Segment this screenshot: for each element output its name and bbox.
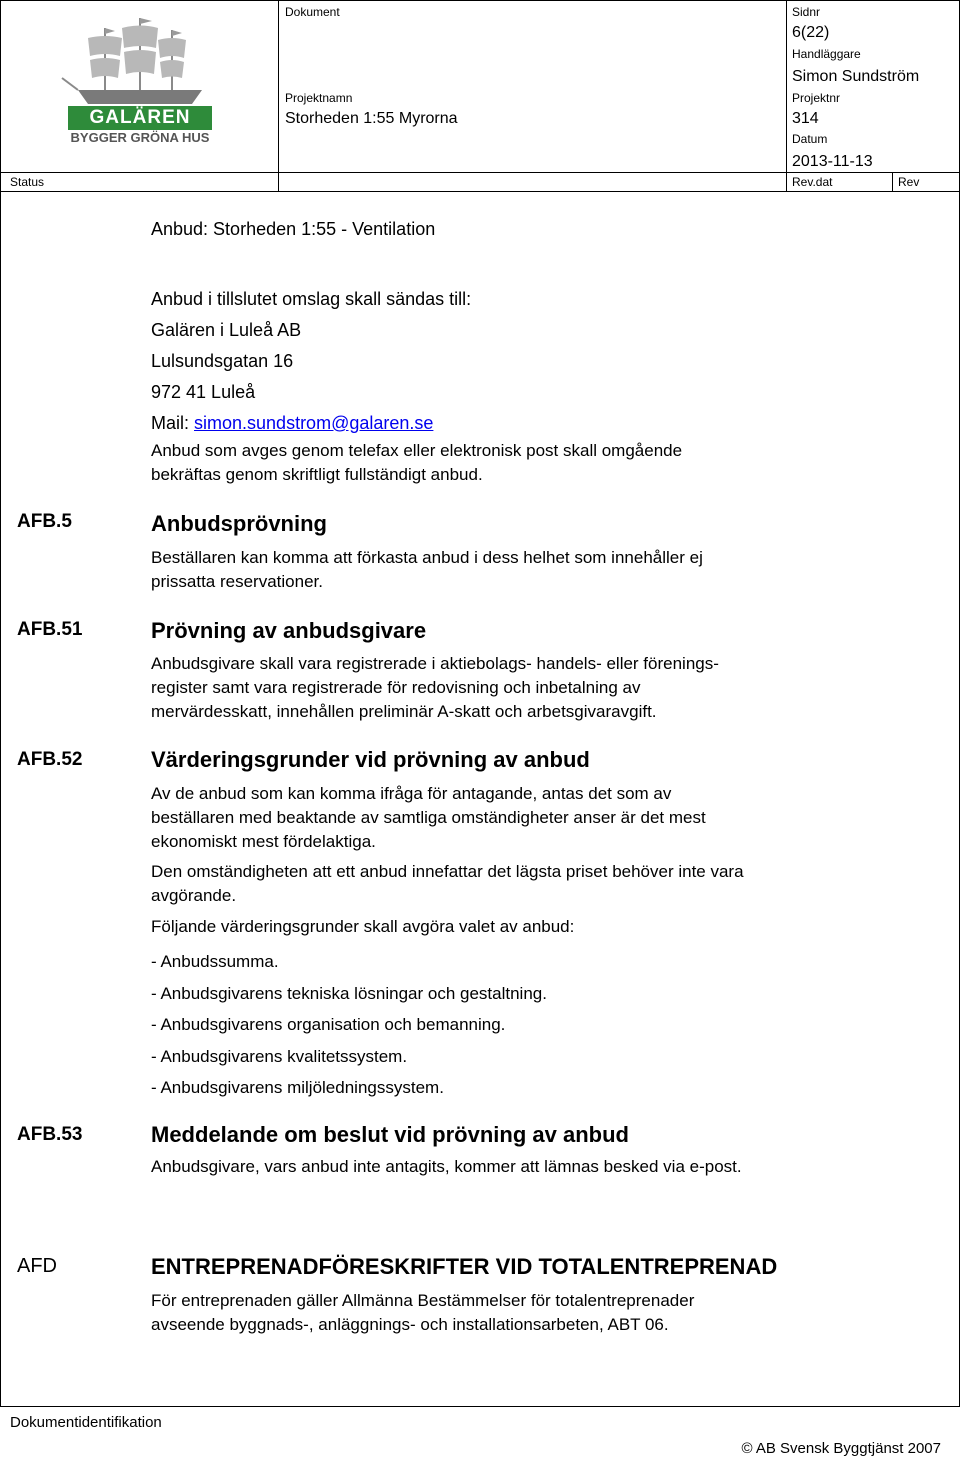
address-company: Galären i Luleå AB [151,320,302,340]
text-line: beställaren med beaktande av samtliga omständigheter anser är det mest [151,808,706,827]
mail-link[interactable]: simon.sundstrom@galaren.se [194,413,434,433]
list-item: - Anbudsgivarens organisation och bemanning. [151,1015,506,1034]
logo-tagline: BYGGER GRÖNA HUS [70,130,210,145]
text-line: Den omständigheten att ett anbud innefattar det lägsta priset behöver inte vara [151,862,744,881]
document-id-label: Dokumentidentifikation [10,1414,162,1431]
sidnr-label: Sidnr [792,5,821,19]
header-divider-logo [278,0,279,192]
header-status-line [0,172,960,173]
text-line: avgörande. [151,886,237,905]
section-text-afb51 [151,652,719,724]
list-item: - Anbudsgivarens miljöledningssystem. [151,1078,444,1097]
list-item: - Anbudsgivarens tekniska lösningar och gestaltning. [151,983,547,1003]
datum-value: 2013-11-13 [792,153,873,170]
section-text-afb5 [151,546,703,594]
section-code-afb53: AFB.53 [17,1124,83,1145]
text-line: Beställaren kan komma att förkasta anbud i dess helhet som innehåller ej [151,548,703,567]
handlaggare-value: Simon Sundström [792,68,920,85]
copyright-text: © AB Svensk Byggtjänst 2007 [741,1440,941,1457]
list-item: - Anbudssumma. [151,952,279,971]
criteria-list [151,946,547,1104]
header-left-border [0,0,1,192]
body-bottom-border [0,1406,960,1407]
address-block [151,284,471,439]
projektnamn-label: Projektnamn [285,91,353,105]
text-line: prissatta reservationer. [151,572,323,591]
header-divider-rev [892,172,893,192]
section-text-afb53: Anbudsgivare, vars anbud inte antagits, kommer att lämnas besked via e-post. [151,1157,742,1176]
section-text-afd [151,1289,694,1337]
section-heading-afd: ENTREPRENADFÖRESKRIFTER VID TOTALENTREPRENAD [151,1254,778,1279]
section-text-afb52-p3: Följande värderingsgrunder skall avgöra valet av anbud: [151,917,575,936]
body-left-border [0,192,1,1407]
status-label: Status [10,175,45,189]
text-line: För entreprenaden gäller Allmänna Bestämmelser för totalentreprenader [151,1291,695,1310]
address-street: Lulsundsgatan 16 [151,351,294,371]
text-line: ekonomiskt mest fördelaktiga. [151,832,376,851]
text-line: register samt vara registrerade för redovisning och inbetalning av [151,678,641,697]
section-code-afb52: AFB.52 [17,749,83,770]
document-title: Anbud: Storheden 1:55 - Ventilation [151,219,436,239]
header-divider-right [786,0,787,192]
revdat-label: Rev.dat [792,175,833,189]
confirm-line: Anbud som avges genom telefax eller elektronisk post skall omgående [151,441,683,460]
projektnamn-value: Storheden 1:55 Myrorna [285,110,458,127]
header-top-border [0,0,960,1]
logo-name: GALÄREN [89,107,191,128]
mail-line [151,408,471,439]
section-text-afb52-p1 [151,782,706,854]
confirm-paragraph [151,439,682,487]
rev-label: Rev [898,175,920,189]
section-code-afb5: AFB.5 [17,511,72,532]
section-heading-afb5: Anbudsprövning [151,511,327,536]
section-heading-afb51: Prövning av anbudsgivare [151,618,427,643]
projektnr-value: 314 [792,110,819,127]
section-heading-afb52: Värderingsgrunder vid prövning av anbud [151,747,590,772]
address-intro: Anbud i tillslutet omslag skall sändas till: [151,289,472,309]
handlaggare-label: Handläggare [792,47,861,61]
header-bottom-border [0,191,960,192]
list-item: - Anbudsgivarens kvalitetssystem. [151,1046,408,1066]
text-line: mervärdesskatt, innehållen preliminär A-skatt och arbetsgivaravgift. [151,702,657,721]
text-line: avseende byggnads-, anläggnings- och installationsarbeten, ABT 06. [151,1315,669,1334]
sidnr-value: 6(22) [792,24,830,41]
section-text-afb52-p2 [151,860,744,908]
text-line: Av de anbud som kan komma ifråga för antagande, antas det som av [151,784,672,803]
confirm-line: bekräftas genom skriftligt fullständigt anbud. [151,465,483,484]
datum-label: Datum [792,132,828,146]
section-heading-afb53: Meddelande om beslut vid prövning av anbud [151,1122,629,1147]
mail-label: Mail: [151,413,195,433]
projektnr-label: Projektnr [792,91,841,105]
dokument-label: Dokument [285,5,340,19]
section-code-afb51: AFB.51 [17,619,83,640]
text-line: Anbudsgivare skall vara registrerade i aktiebolags- handels- eller förenings- [151,654,719,673]
section-code-afd: AFD [17,1255,57,1277]
address-city: 972 41 Luleå [151,382,256,402]
